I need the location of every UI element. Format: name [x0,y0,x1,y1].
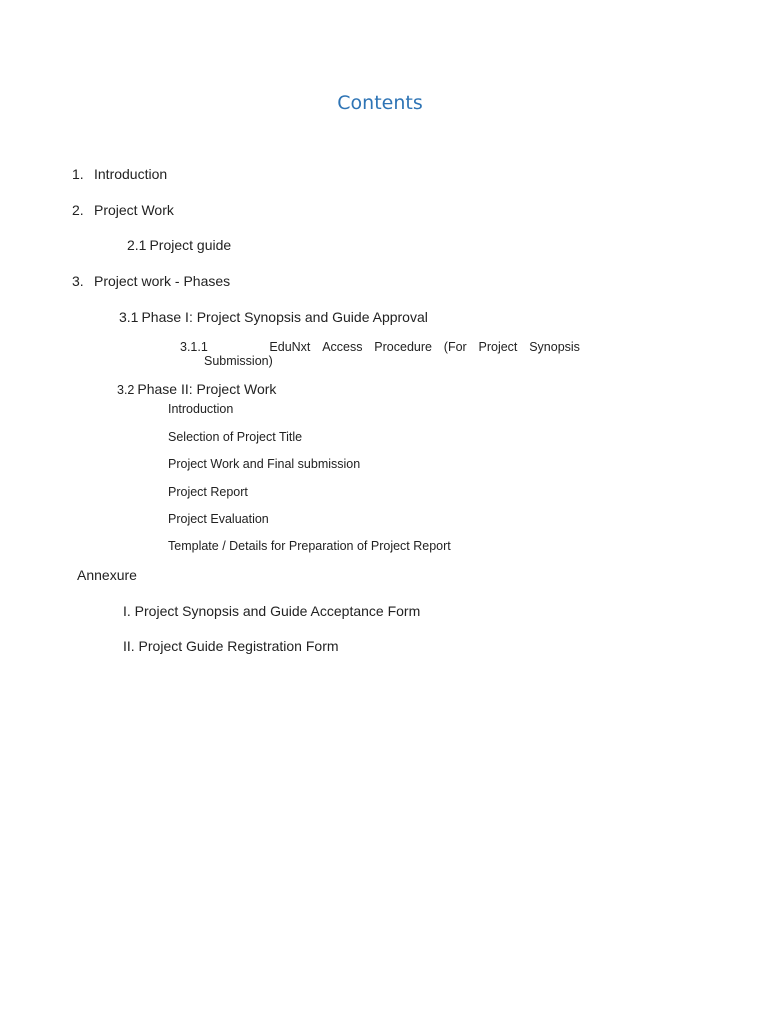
toc-item-number: 3. [72,273,84,289]
phase2-item-work-and-submission: Project Work and Final submission [168,457,361,471]
phase2-item-project-evaluation: Project Evaluation [168,512,269,526]
toc-item-label: Project guide [149,237,232,253]
toc-word: Procedure [374,340,432,354]
toc-item-number: 3.2 [117,383,135,397]
toc-item-label: Project work - Phases [94,273,231,289]
annexure-item-guide-registration-form: II. Project Guide Registration Form [123,638,339,654]
toc-item-phase-1 [119,309,428,325]
toc-item-label: Phase II: Project Work [137,381,277,397]
toc-item-continuation: Submission) [204,354,273,368]
toc-word: Access [322,340,363,354]
phase2-item-project-report: Project Report [168,485,248,499]
toc-item-label: Introduction [94,166,168,182]
toc-item-number: 2.1 [127,237,147,253]
phase2-item-template-details: Template / Details for Preparation of Project Report [168,539,451,553]
toc-item-label: Phase I: Project Synopsis and Guide Approval [141,309,428,325]
toc-item-project-work-phases [72,273,230,289]
toc-item-number: 1. [72,166,84,182]
toc-item-number: 3.1.1 [180,340,208,354]
toc-word: Project [478,340,518,354]
toc-item-project-work [72,202,174,218]
toc-item-phase-2 [117,381,276,397]
toc-item-label: Project Work [94,202,174,218]
toc-item-number: 2. [72,202,84,218]
annexure-heading: Annexure [77,567,137,583]
toc-item-justified-line [180,340,580,354]
toc-word: EduNxt [269,340,311,354]
phase2-item-introduction: Introduction [168,402,234,416]
toc-word: (For [443,340,467,354]
annexure-item-synopsis-form: I. Project Synopsis and Guide Acceptance Form [123,603,421,619]
toc-word: Synopsis [529,340,580,354]
toc-item-project-guide [127,237,231,253]
toc-item-number: 3.1 [119,309,139,325]
contents-heading: Contents [337,92,423,114]
toc-item-introduction [72,166,167,182]
phase2-item-selection-of-title: Selection of Project Title [168,430,303,444]
toc-item-edunxt-procedure [180,340,580,368]
